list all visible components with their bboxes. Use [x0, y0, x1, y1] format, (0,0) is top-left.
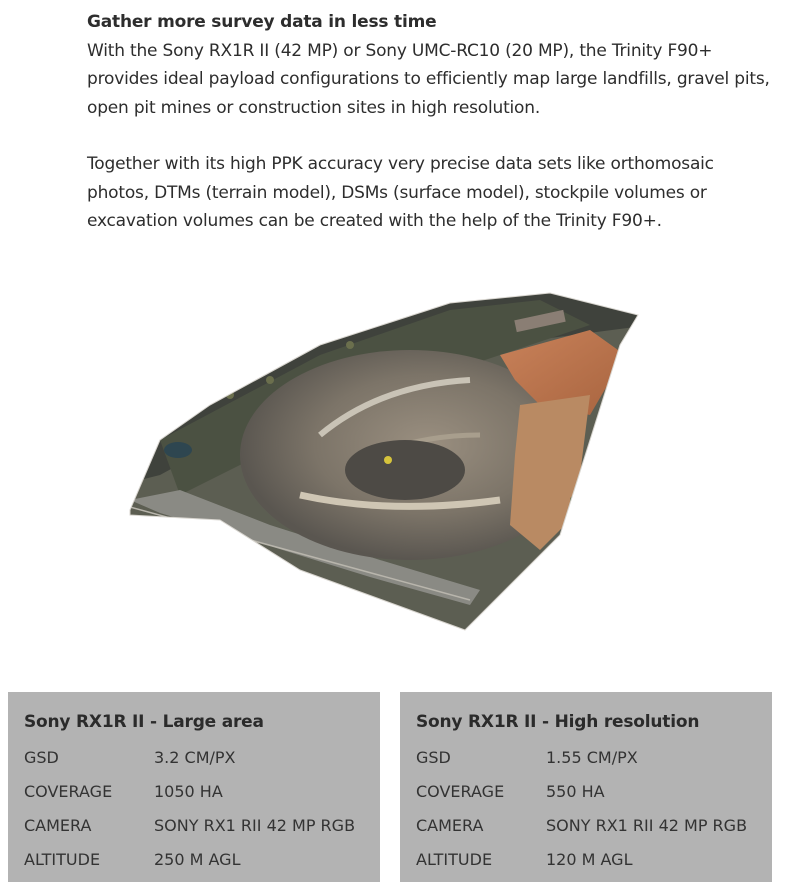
spec-value: 3.2 CM/PX — [154, 748, 236, 767]
orthomosaic-svg — [120, 285, 650, 640]
spec-row-gsd — [24, 742, 380, 776]
spec-value: SONY RX1 RII 42 MP RGB — [546, 816, 748, 835]
spec-label: ALTITUDE — [416, 850, 493, 869]
spec-label: GSD — [24, 748, 59, 767]
spec-value: 120 M AGL — [546, 850, 633, 869]
spec-value: 1.55 CM/PX — [546, 748, 638, 767]
spec-label: CAMERA — [416, 816, 484, 835]
spec-value: 250 M AGL — [154, 850, 241, 869]
spec-card-large-area — [8, 692, 380, 882]
spec-value: SONY RX1 RII 42 MP RGB — [154, 816, 356, 835]
spec-row-altitude — [24, 844, 380, 878]
spec-row-coverage — [416, 776, 772, 810]
spec-card-title: Sony RX1R II - Large area — [24, 712, 264, 732]
orthomosaic-map-image — [120, 285, 650, 640]
spec-value: 1050 HA — [154, 782, 223, 801]
intro-paragraph-1: With the Sony RX1R II (42 MP) or Sony UMC-RC10 (20 MP), the Trinity F90+ provides ideal payload configurations to efficiently map large landfills, gravel pits, open pit mines or construction sites in high resolution. — [87, 40, 770, 118]
spec-label: COVERAGE — [24, 782, 113, 801]
spec-label: GSD — [416, 748, 451, 767]
spec-row-camera — [24, 810, 380, 844]
spec-row-altitude — [416, 844, 772, 878]
spec-row-camera — [416, 810, 772, 844]
spec-row-gsd — [416, 742, 772, 776]
spec-label: COVERAGE — [416, 782, 505, 801]
section-heading: Gather more survey data in less time — [87, 12, 437, 32]
spec-row-coverage — [24, 776, 380, 810]
spec-card-title: Sony RX1R II - High resolution — [416, 712, 700, 732]
intro-paragraph-2: Together with its high PPK accuracy very precise data sets like orthomosaic photos, DTMs (terrain model), DSMs (surface model), stockpile volumes or excavation volumes can be created with the help of the Trinity F90+. — [87, 154, 714, 231]
spec-label: CAMERA — [24, 816, 92, 835]
intro-section — [87, 8, 777, 236]
spec-card-high-resolution — [400, 692, 772, 882]
spec-value: 550 HA — [546, 782, 605, 801]
spec-label: ALTITUDE — [24, 850, 101, 869]
